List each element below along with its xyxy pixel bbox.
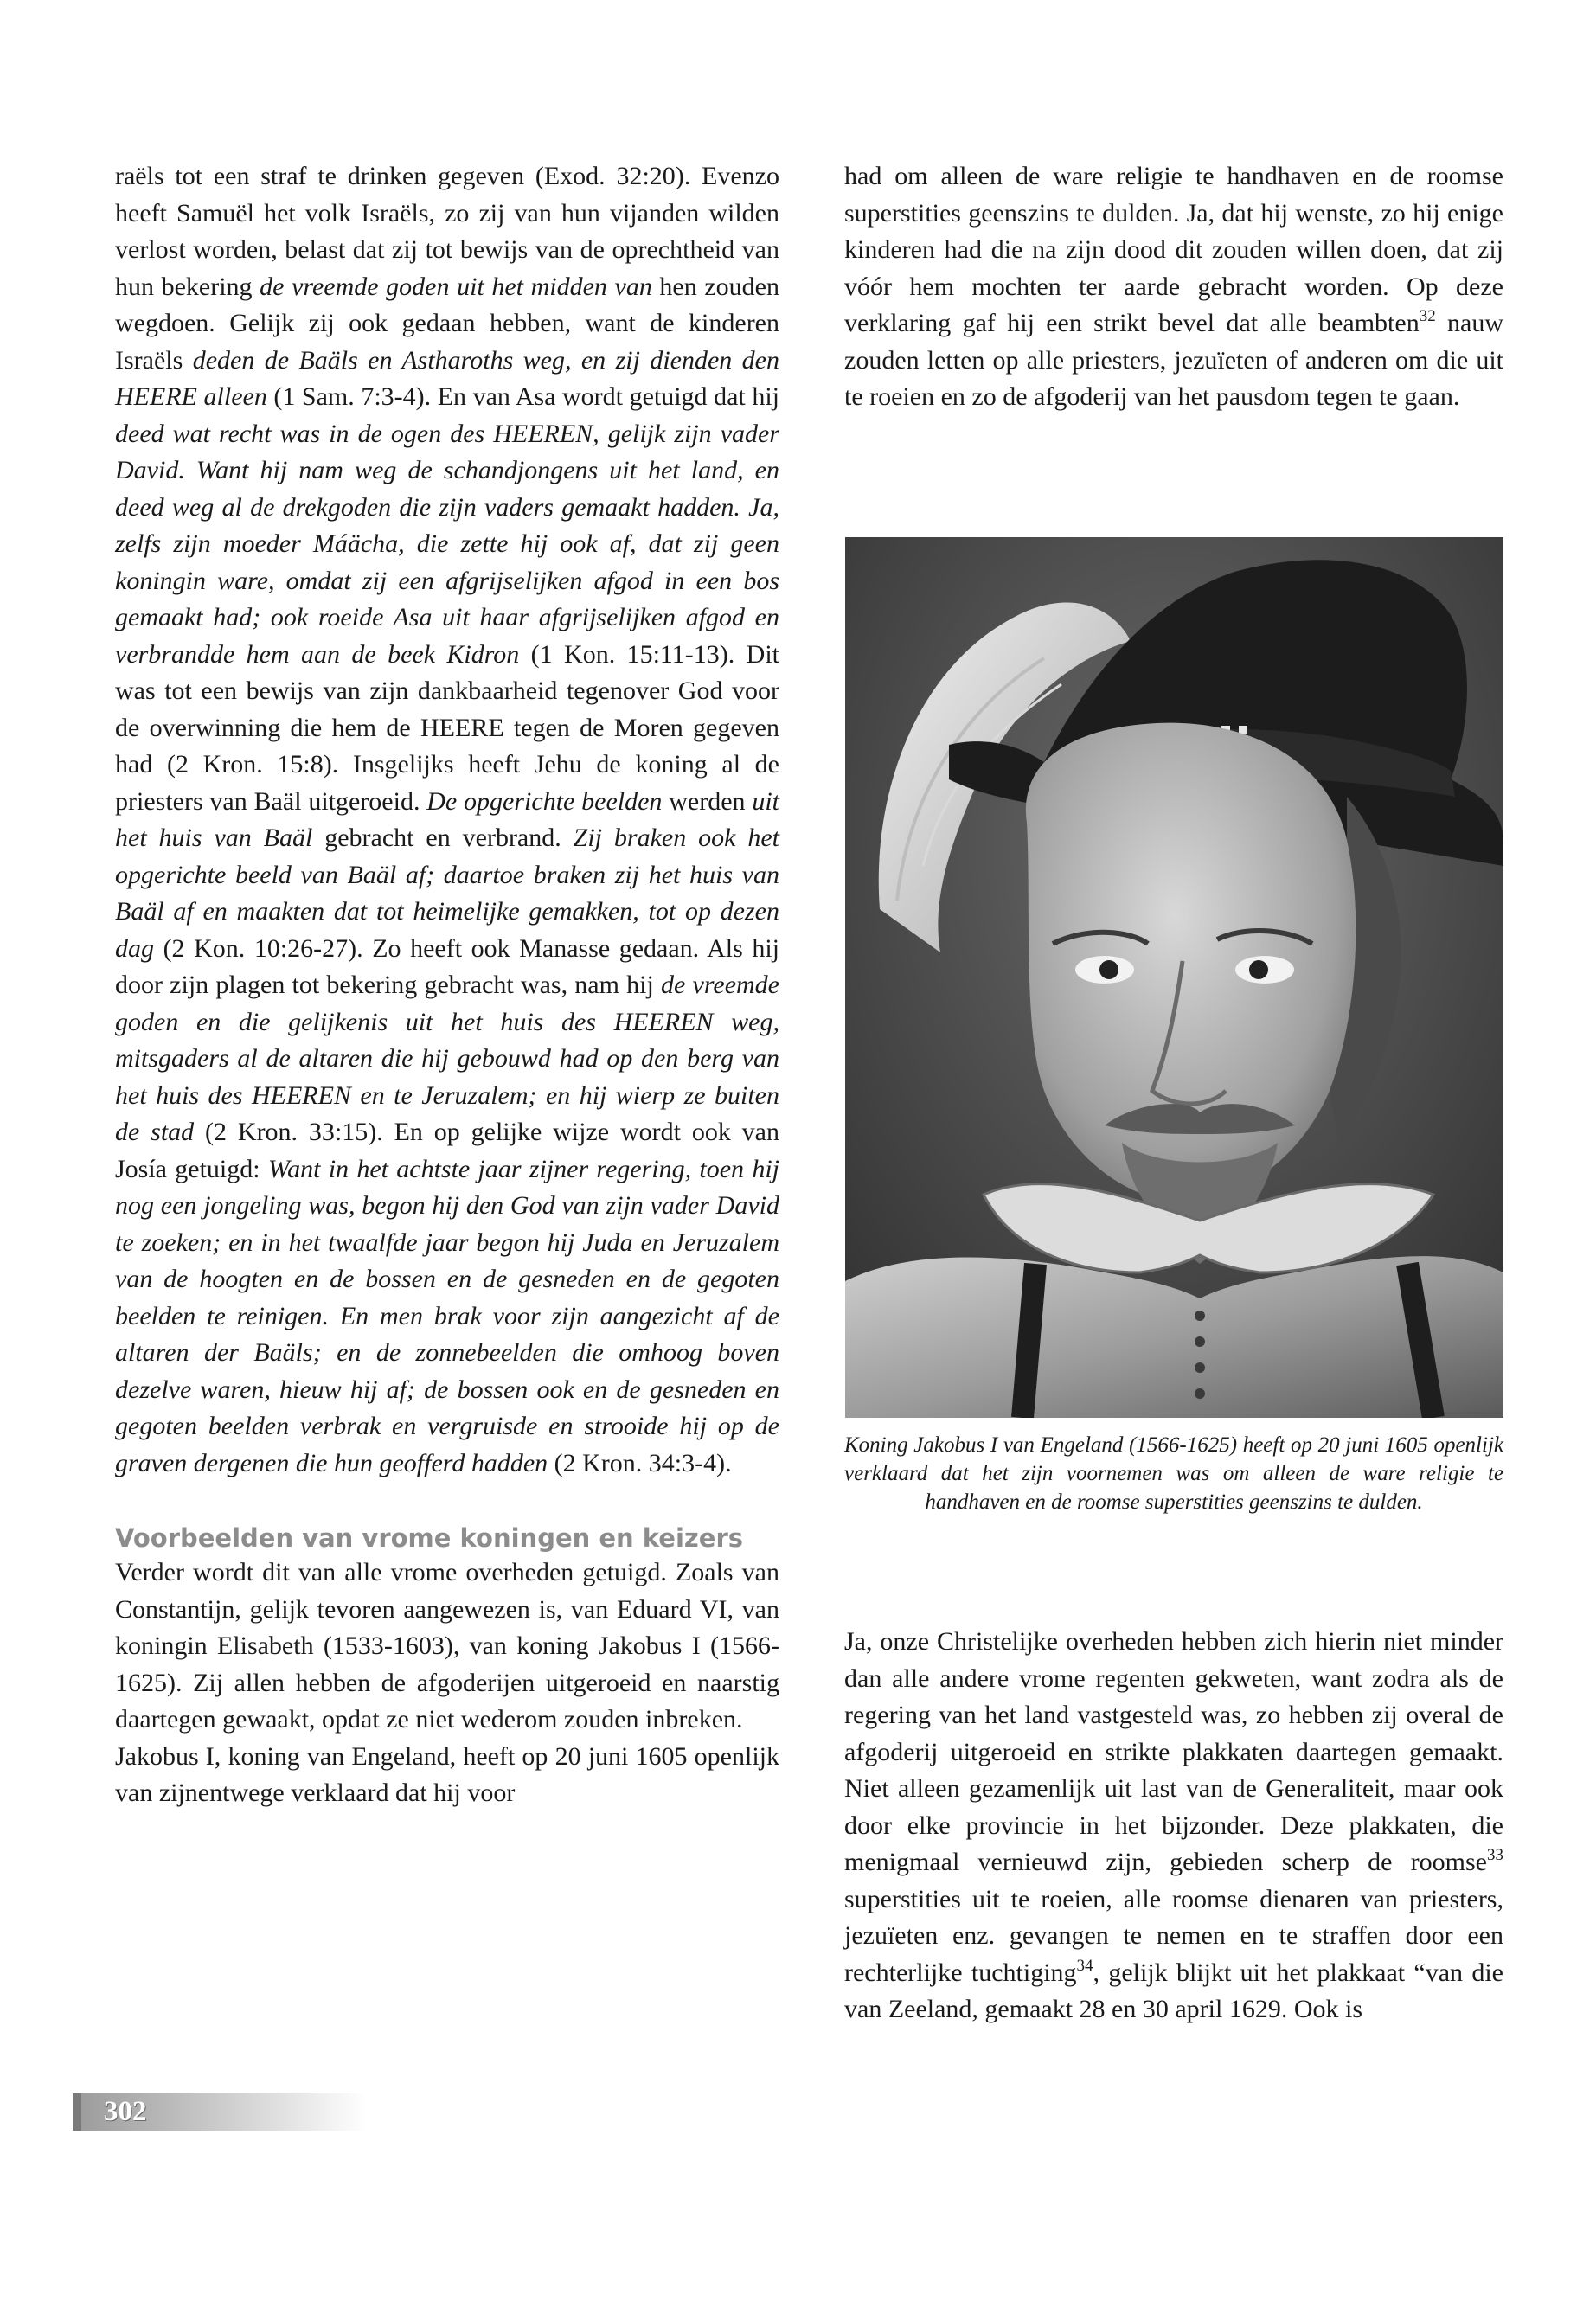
paragraph-scripture-examples: [115, 158, 779, 1482]
scripture-quote: deden de Baäls en Astharoths weg, en zij dienden den HEERE alleen: [115, 345, 780, 411]
body-text: (1 Sam. 7:3-4). En van Asa wordt getuigd dat hij: [266, 382, 779, 411]
footnote-ref-34[interactable]: 34: [1076, 1956, 1093, 1975]
page-number-edge: [73, 2093, 81, 2131]
body-text: (1 Kon. 15:11-13). Dit was tot een bewijs van zijn dankbaarheid tegenover God voor de overwinning die hem de HEERE tegen de Moren gegeven had (2 Kron. 15:8). Insgelijks heeft Jehu de koning al de priesters van Baäl uitgeroeid.: [115, 639, 779, 816]
figure-caption: Koning Jakobus I van Engeland (1566-1625) heeft op 20 juni 1605 openlijk verklaard dat het zijn voornemen was om alleen de ware religie te handhaven en de roomse superstities geenszins te dulden.: [844, 1433, 1503, 1514]
body-text: raëls tot een straf te drinken gegeven (Exod. 32:20). Evenzo heeft Samuël het volk Israëls, zo zij van hun vijanden wilden verlost worden, belast dat zij tot bewijs van de oprechtheid van hun bekering: [115, 162, 779, 301]
paragraph-christian-authorities: [844, 1624, 1503, 2029]
authorities-text-a: Ja, onze Christelijke overheden hebben zich hierin niet minder dan alle andere vrome regenten gekweten, want zodra als de regering van het land vastgesteld was, zo hebben zij overal de afgoderij uitgeroeid en strikte plakkaten daartegen gemaakt. Niet alleen gezamenlijk uit last van de Generaliteit, maar ook door elke provincie in het bijzonder. Deze plakkaten, die menigmaal vernieuwd zijn, gebieden scherp de roomse: [844, 1627, 1503, 1876]
body-text: (2 Kron. 33:15). En op gelijke wijze wordt ook van Josía getuigd:: [115, 1118, 779, 1183]
scripture-quote: Want in het achtste jaar zijner regering, toen hij nog een jongeling was, begon hij den God van zijn vader David te zoeken; en in het twaalfde jaar begon hij Juda en Jeruzalem van de hoogten en de bossen en de gesneden en de gegoten beelden te reinigen. En men brak voor zijn aangezicht af de altaren der Baäls; en de zonnebeelden die omhoog boven dezelve waren, hieuw hij af; de bossen ook en de gesneden en gegoten beelden verbrak en vergruisde en strooide hij op de graven dergenen die hun geofferd hadden: [115, 1154, 779, 1477]
authorities-text-c: , gelijk blijkt uit het plakkaat “van die van Zeeland, gemaakt 28 en 30 april 1629. Ook is: [844, 1958, 1503, 2023]
paragraph-declaration: [844, 158, 1503, 416]
footnote-ref-32[interactable]: 32: [1419, 307, 1436, 325]
scripture-quote: de vreemde goden uit het midden van: [260, 272, 652, 301]
portrait-drawing: [845, 537, 1503, 1418]
scripture-quote: uit het huis van Baäl: [115, 786, 779, 852]
portrait-image: [845, 537, 1503, 1418]
page-number: 302: [104, 2096, 147, 2127]
right-column-bottom: [844, 1624, 1503, 2029]
declaration-text-b: nauw zouden letten op alle priesters, jezuïeten of anderen om die uit te roeien en zo de afgoderij van het pausdom tegen te gaan.: [844, 309, 1504, 411]
body-text: (2 Kon. 10:26-27). Zo heeft ook Manasse gedaan. Als hij door zijn plagen tot bekering gebracht was, nam hij: [115, 933, 779, 999]
scripture-quote: deed wat recht was in de ogen des HEEREN, gelijk zijn vader David. Want hij nam weg de schandjongens uit het land, en deed weg al de drekgoden die zijn vaders gemaakt hadden. Ja, zelfs zijn moeder Máächa, die zette hij ook af, dat zij geen koningin ware, omdat zij een afgrijselijken afgod in een bos gemaakt had; ook roeide Asa uit haar afgrijselijken afgod en verbrandde hem aan de beek Kidron: [115, 419, 779, 669]
body-text: (2 Kron. 34:3-4).: [548, 1448, 732, 1477]
section-heading: Voorbeelden van vrome koningen en keizers: [115, 1523, 744, 1553]
footnote-ref-33[interactable]: 33: [1487, 1846, 1503, 1864]
scripture-quote: de vreemde goden en die gelijkenis uit het huis des HEEREN weg, mitsgaders al de altaren die hij gebouwd had op den berg van het huis des HEEREN en te Jeruzalem; en hij wierp ze buiten de stad: [115, 971, 779, 1146]
paragraph-jakobus: Jakobus I, koning van Engeland, heeft op 20 juni 1605 openlijk van zijnentwege verklaard dat hij voor: [115, 1741, 779, 1807]
left-column: [115, 158, 779, 1812]
scripture-quote: De opgerichte beelden: [426, 786, 663, 816]
declaration-text-a: had om alleen de ware religie te handhaven en de roomse superstities geenszins te dulden. Ja, dat hij wenste, zo hij enige kinderen had die na zijn dood dit zouden willen doen, dat zij vóór hem mochten ter aarde gebracht worden. Op deze verklaring gaf hij een strikt bevel dat alle beambten: [844, 162, 1503, 337]
body-text: gebracht en verbrand.: [312, 824, 574, 852]
body-text: hen zouden wegdoen. Gelijk zij ook gedaan hebben, want de kinderen Israëls: [115, 272, 779, 375]
authorities-text-b: superstities uit te roeien, alle roomse dienaren van priesters, jezuïeten enz. gevangen te nemen en te straffen door een rechterlijke tuchtiging: [844, 1884, 1503, 1987]
page-number-bar: [73, 2093, 367, 2131]
right-column-top: [844, 158, 1503, 416]
body-text: werden: [662, 786, 753, 816]
scripture-quote: Zij braken ook het opgerichte beeld van Baäl af; daartoe braken zij het huis van Baäl af en maakten dat tot heimelijke gemakken, tot op dezen dag: [115, 824, 779, 963]
paragraph-pious-rulers: Verder wordt dit van alle vrome overheden getuigd. Zoals van Constantijn, gelijk tevoren aangewezen is, van Eduard VI, van koningin Elisabeth (1533-1603), van koning Jakobus I (1566-1625). Zij allen hebben de afgoderijen uitgeroeid en naarstig daartegen gewaakt, opdat ze niet wederom zouden inbreken.: [115, 1558, 779, 1734]
